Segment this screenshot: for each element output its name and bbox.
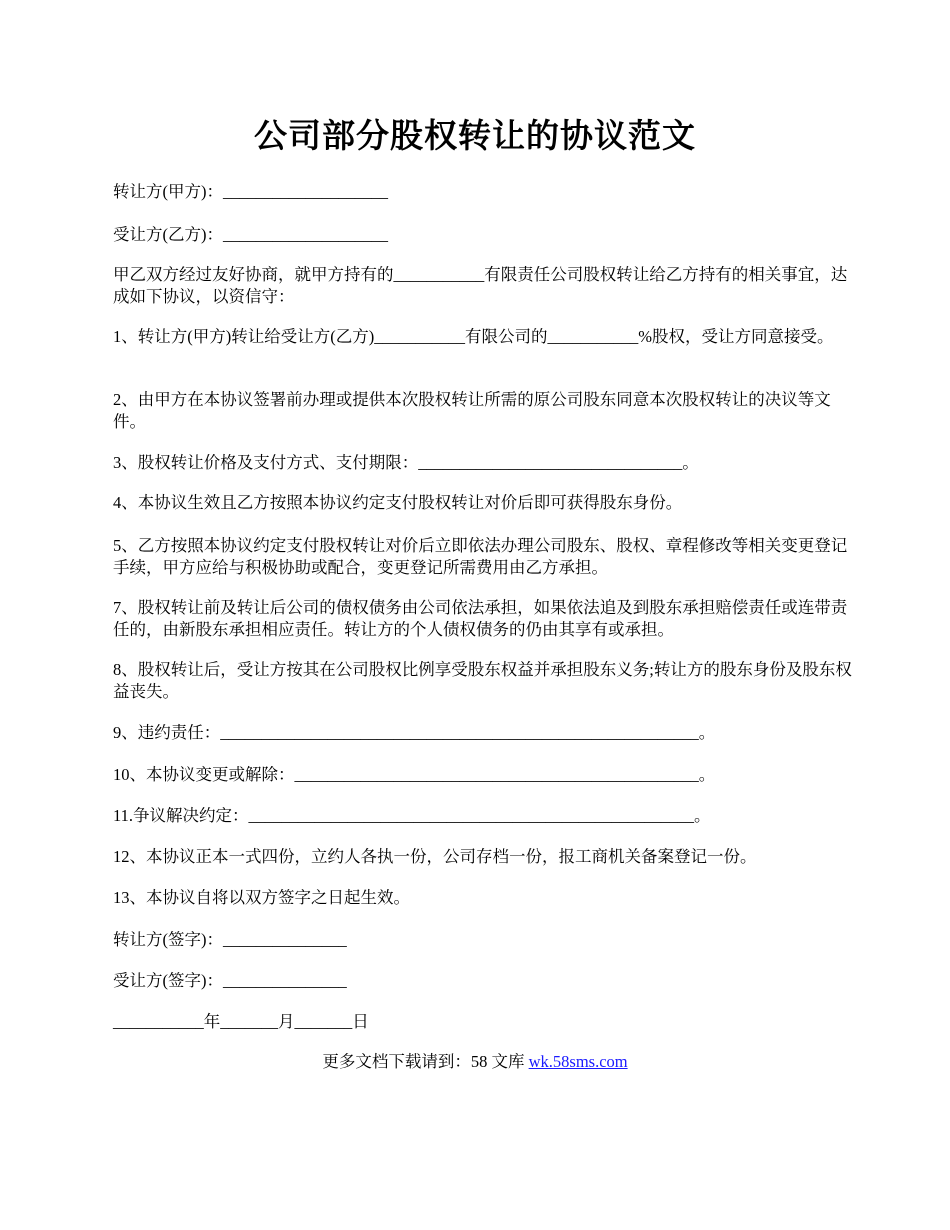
- clause-1: 1、转让方(甲方)转让给受让方(乙方)___________有限公司的___________%股权，受让方同意接受。: [113, 327, 834, 346]
- clause-13: 13、本协议自将以双方签字之日起生效。: [113, 888, 410, 907]
- footer: [0, 1050, 950, 1074]
- clause-4: 4、本协议生效且乙方按照本协议约定支付股权转让对价后即可获得股东身份。: [113, 493, 683, 512]
- footer-link[interactable]: wk.58sms.com: [528, 1052, 628, 1071]
- footer-text: 更多文档下载请到：58 文库: [322, 1052, 529, 1071]
- transferee-line: 受让方(乙方)：____________________: [113, 225, 388, 244]
- transferor-line: 转让方(甲方)：____________________: [113, 182, 388, 201]
- clause-10: 10、本协议变更或解除：_________________________________________________。: [113, 765, 716, 784]
- clause-2: 2、由甲方在本协议签署前办理或提供本次股权转让所需的原公司股东同意本次股权转让的决议等文件。: [113, 390, 831, 431]
- document-title: 公司部分股权转让的协议范文: [254, 119, 696, 155]
- clause-12: 12、本协议正本一式四份，立约人各执一份，公司存档一份，报工商机关备案登记一份。: [113, 847, 757, 866]
- clause-9: 9、违约责任：__________________________________________________________。: [113, 723, 716, 742]
- clause-5: 5、乙方按照本协议约定支付股权转让对价后立即依法办理公司股东、股权、章程修改等相关变更登记手续，甲方应给与积极协助或配合，变更登记所需费用由乙方承担。: [113, 536, 848, 577]
- transferee-signature-line: 受让方(签字)：_______________: [113, 971, 347, 990]
- clause-11: 11.争议解决约定：______________________________________________________。: [113, 806, 711, 825]
- clause-3: 3、股权转让价格及支付方式、支付期限：________________________________。: [113, 453, 699, 472]
- transferor-signature-line: 转让方(签字)：_______________: [113, 930, 347, 949]
- clause-8: 8、股权转让后，受让方按其在公司股权比例享受股东权益并承担股东义务;转让方的股东身份及股东权益丧失。: [113, 660, 852, 701]
- intro-paragraph: 甲乙双方经过友好协商，就甲方持有的___________有限责任公司股权转让给乙方持有的相关事宜，达成如下协议，以资信守：: [113, 265, 848, 306]
- clause-7: 7、股权转让前及转让后公司的债权债务由公司依法承担，如果依法追及到股东承担赔偿责任或连带责任的，由新股东承担相应责任。转让方的个人债权债务的仍由其享有或承担。: [113, 598, 848, 639]
- date-line: ___________年_______月_______日: [113, 1012, 369, 1031]
